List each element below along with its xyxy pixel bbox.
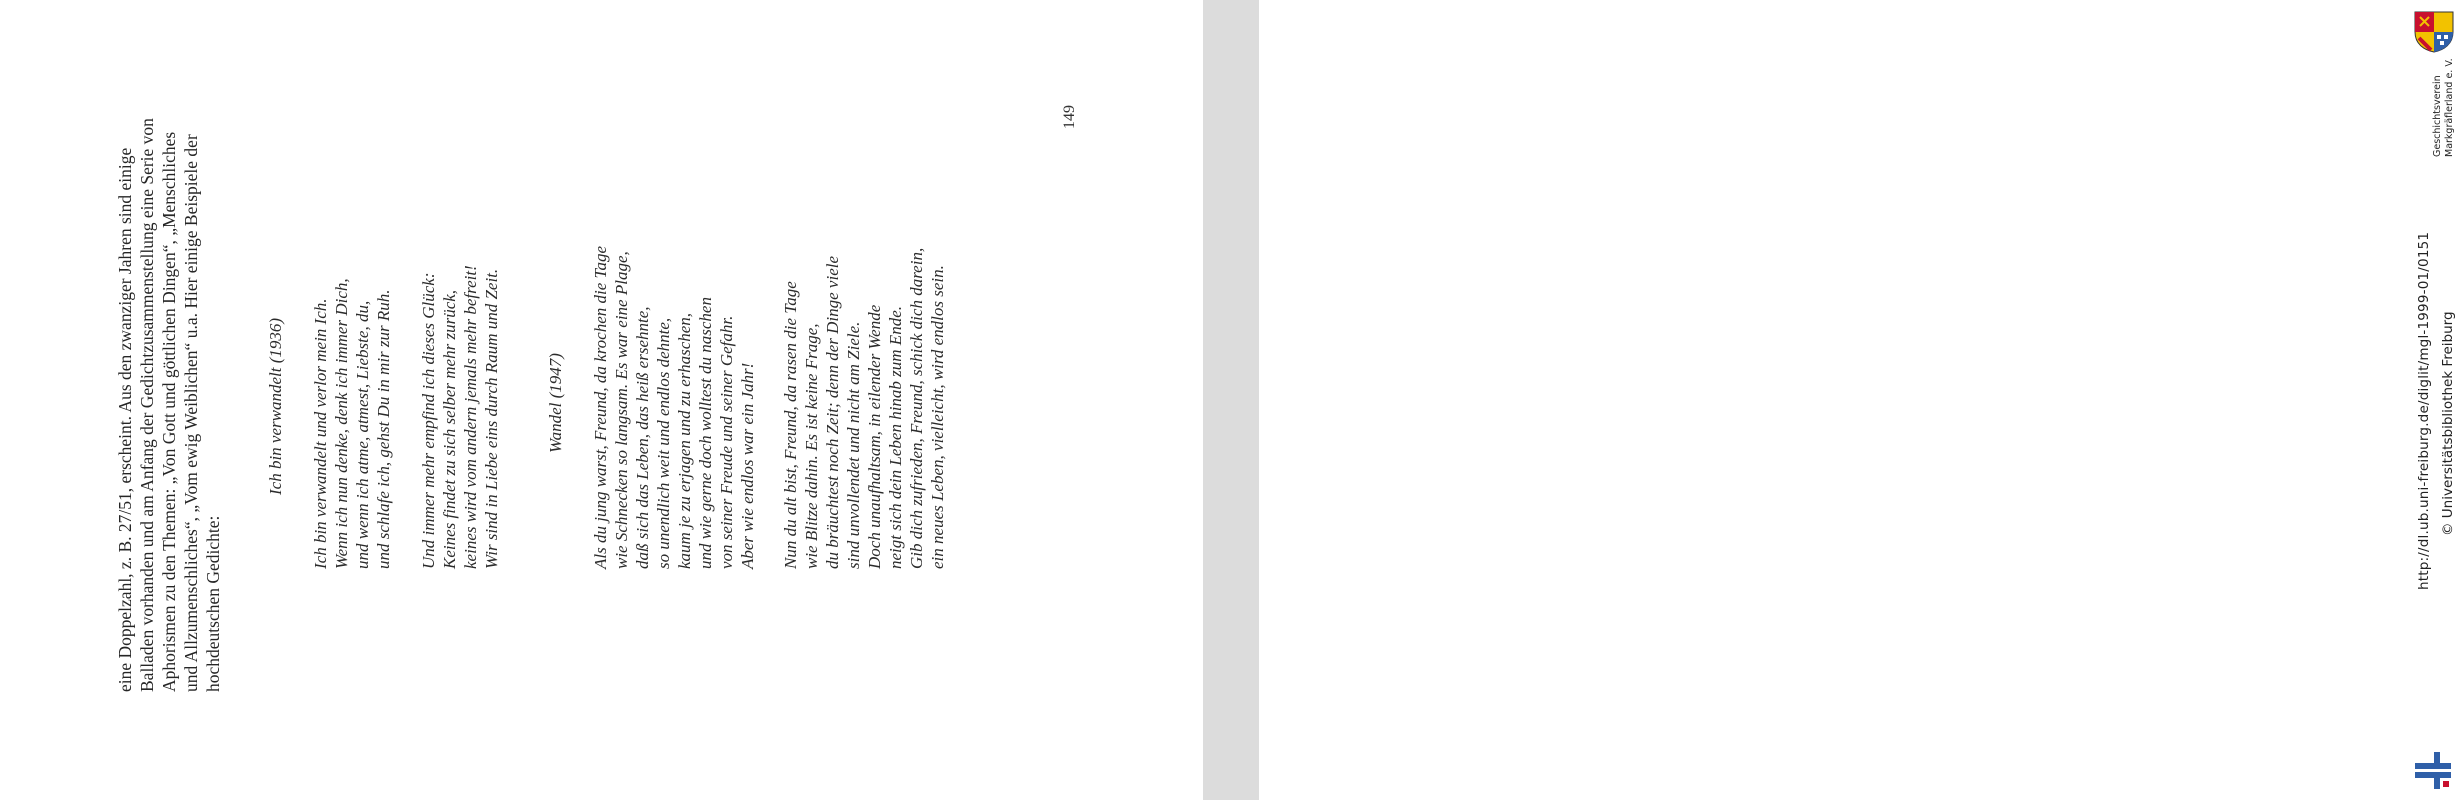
body-line: eine Doppelzahl, z. B. 27/51, erscheint. Aus den zwanziger Jahren sind einige [115,147,135,692]
poem-title: Wandel (1947) [546,353,565,453]
poem-line: so unendlich weit und endlos dehnte, [654,317,673,569]
society-name-line: Geschichtsverein [2432,75,2443,157]
poem-line: Und immer mehr empfind ich dieses Glück: [419,272,438,569]
poem-title: Ich bin verwandelt (1936) [266,317,285,495]
poem-line: Ich bin verwandelt und verlor mein Ich. [311,298,330,569]
page-number: 149 [1061,105,1078,129]
poem-line: du bräuchtest noch Zeit; denn der Dinge viele [823,255,842,569]
poem-line: daß sich das Leben, das heiß ersehnte, [633,306,652,569]
poem-line: und wenn ich atme, atmest, Liebste, du, [353,300,372,569]
coat-of-arms-icon [2411,8,2457,54]
poem-line: wie Schnecken so langsam. Es war eine Plage, [612,251,631,569]
poem-line: Wir sind in Liebe eins durch Raum und Zeit. [482,268,501,569]
poem-line: Nun du alt bist, Freund, da rasen die Tage [781,281,800,569]
body-line: und Allzumenschliches“, „Vom ewig Weiblichen“ u.a. Hier einige Beispiele der [181,134,201,692]
body-line: Balladen vorhanden und am Anfang der Gedichtzusammenstellung eine Serie von [137,118,157,692]
poem-line: und wie gerne doch wolltest du naschen [696,297,715,569]
poem-line: Aber wie endlos war ein Jahr! [738,362,757,569]
poem-line: sind unvollendet und nicht am Ziele. [844,321,863,569]
poem-line: Wenn ich nun denke, denk ich immer Dich, [332,278,351,569]
society-name-line: Markgräflerland e. V. [2444,58,2455,157]
poem-line: Als du jung warst, Freund, da krochen die Tage [591,246,610,569]
scanned-page [0,0,1203,800]
poem-line: keines wird vom andern jemals mehr befreit! [461,265,480,569]
poem-line: Gib dich zufrieden, Freund, schick dich darein, [907,247,926,569]
body-line: hochdeutschen Gedichte: [203,515,223,692]
poem-line: neigt sich dein Leben hinab zum Ende. [886,306,905,569]
poem-line: Doch unaufhaltsam, in eilender Wende [865,304,884,569]
permalink-url[interactable]: http://dl.ub.uni-freiburg.de/diglit/mgl-1999-01/0151 [2416,231,2432,590]
copyright-notice: © Universitätsbibliothek Freiburg [2440,311,2456,536]
poem-line: ein neues Leben, vielleicht, wird endlos sein. [928,265,947,569]
poem-line: und schlafe ich, gehst Du in mir zur Ruh. [374,289,393,569]
viewer-sidebar [1203,0,2456,800]
poem-line: Keines findet zu sich selber mehr zurück, [440,289,459,569]
ub-freiburg-logo-icon [2412,748,2456,792]
poem-line: von seiner Freude und seiner Gefahr. [717,315,736,569]
poem-line: kaum je zu erjagen und zu erhaschen, [675,312,694,569]
poem-line: wie Blitze dahin. Es ist keine Frage, [802,323,821,569]
body-line: Aphorismen zu den Themen: „Von Gott und göttlichen Dingen“, „Menschliches [159,131,179,692]
